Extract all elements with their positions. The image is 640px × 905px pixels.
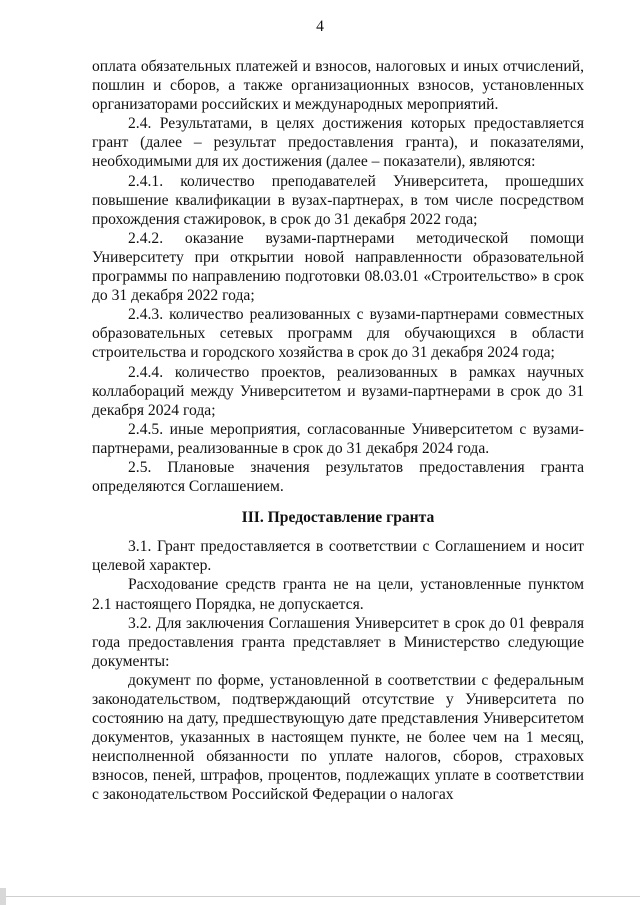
paragraph-2-5: 2.5. Плановые значения результатов предоставления гранта определяются Соглашением. — [92, 458, 584, 496]
scan-corner-mark — [0, 888, 6, 905]
paragraph-2-4-4: 2.4.4. количество проектов, реализованных в рамках научных коллабораций между Университетом и вузами-партнерами в срок до 31 декабря 2024 года; — [92, 363, 584, 419]
paragraph-continuation: оплата обязательных платежей и взносов, налоговых и иных отчислений, пошлин и сборов, а также организационных взносов, установленных организаторами российских и международных мероприятий. — [92, 58, 584, 114]
scan-edge — [0, 896, 640, 897]
paragraph-2-4: 2.4. Результатами, в целях достижения которых предоставляется грант (далее – результат предоставления гранта), и показателями, необходимыми для их достижения (далее – показатели), являются: — [92, 115, 584, 171]
paragraph-2-4-1: 2.4.1. количество преподавателей Университета, прошедших повышение квалификации в вузах-партнерах, в том числе посредством прохождения стажировок, в срок до 31 декабря 2022 года; — [92, 172, 584, 228]
section-heading: III. Предоставление гранта — [241, 509, 435, 527]
paragraph-2-4-2: 2.4.2. оказание вузами-партнерами методической помощи Университету при открытии новой направленности образовательной программы по направлению подготовки 08.03.01 «Строительство» в срок до 31 декабря 2022 года; — [92, 229, 584, 305]
document-body — [92, 57, 584, 805]
paragraph-3-2: 3.2. Для заключения Соглашения Университет в срок до 01 февраля года предоставления гранта представляет в Министерство следующие документы: — [92, 614, 584, 670]
paragraph-2-4-5: 2.4.5. иные мероприятия, согласованные Университетом с вузами-партнерами, реализованные в срок до 31 декабря 2024 года. — [92, 420, 584, 457]
paragraph-2-4-3: 2.4.3. количество реализованных с вузами-партнерами совместных образовательных сетевых программ для обучающихся в области строительства и городского хозяйства в срок до 31 декабря 2024 года; — [92, 306, 584, 362]
paragraph-3-1-note: Расходование средств гранта не на цели, установленные пунктом 2.1 настоящего Порядка, не допускается. — [92, 576, 584, 613]
paragraph-3-2-document: документ по форме, установленной в соответствии с федеральным законодательством, подтверждающий отсутствие у Университета по состоянию на дату, предшествующую дате представления Университетом документов, указанных в настоящем пункте, не более чем на 1 месяц, неисполненной обязанности по уплате налогов, сборов, страховых взносов, пеней, штрафов, процентов, подлежащих уплате в соответствии с законодательством Российской Федерации о налогах — [92, 671, 584, 804]
paragraph-3-1: 3.1. Грант предоставляется в соответствии с Соглашением и носит целевой характер. — [92, 538, 584, 575]
page-number: 4 — [316, 18, 324, 35]
